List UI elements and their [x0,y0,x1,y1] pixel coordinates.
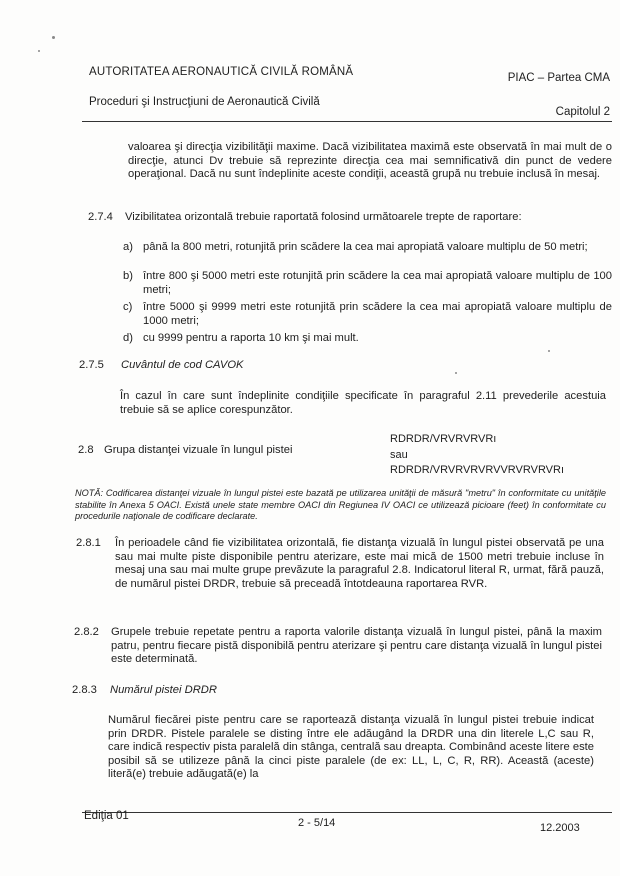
intro-paragraph: valoarea şi direcţia vizibilităţii maxime. Dacă vizibilitatea maximă este observată în mai mult de o direcţie, atunci Dv trebuie să reprezinte direcţia cea mai semnificativă din punct de vedere operaţional. Dacă nu sunt îndeplinite aceste condiţii, această grupă nu trebuie inclusă în mesaj. [128,141,612,180]
list-item-text: cu 9999 pentru a raporta 10 km şi mai mult. [143,332,359,344]
section-text-2-8-2: Grupele trebuie repetate pentru a raporta valorile distanţa vizuală în lungul pistei, până la maxim patru, pentru fiecare pistă disponibilă pentru aterizare şi pentru care distanţa vizuală în lungul pistei este determinată. [111,626,602,665]
scan-speck [52,36,55,39]
list-item-label: a) [123,241,133,253]
section-text-2-7-4: Vizibilitatea orizontală trebuie raportată folosind următoarele trepte de raportare: [125,211,522,223]
rvr-formula-1: RDRDR/VRVRVRVRı [390,433,497,445]
chapter-label: Capitolul 2 [555,106,610,118]
section-number-2-8-2: 2.8.2 [74,626,99,638]
list-item-text: între 800 şi 5000 metri este rotunjită prin scădere la cea mai apropiată valoare multiplu de 100 metri; [143,270,612,296]
document-code: PIAC – Partea CMA [507,72,610,84]
page-number: 2 - 5/14 [298,817,336,829]
rvr-formula-2: RDRDR/VRVRVRVRVVRVRVRVRı [390,464,565,476]
list-item-text: până la 800 metri, rotunjită prin scădere la cea mai apropiată valoare multiplu de 50 metri; [143,241,588,253]
section-text-2-7-5: În cazul în care sunt îndeplinite condiţiile specificate în paragraful 2.11 prevederile acestuia trebuie să se aplice corespunzător. [120,390,606,416]
section-text-2-8-3: Numărul fiecărei piste pentru care se raportează distanţa vizuală în lungul pistei trebuie indicat prin DRDR. Pistele paralele se disting între ele adăugând la DRDR una din literele L,C sau R, care indică respectiv pista paralelă din stânga, centrală sau dreapta. Combinând aceste litere este posibil să se utilizeze până la cinci piste paralele (de ex: LL, L, C, R, RR). Această (aceste) literă(e) trebuie adăugată(e) la [108,714,594,780]
scan-speck [455,372,457,374]
list-item [123,270,612,297]
note-paragraph: NOTĂ: Codificarea distanţei vizuale în lungul pistei este bazată pe utilizarea unităţii de măsură "metru" în conformitate cu unităţile stabilite în Anexa 5 OACI. Există unele state membre OACI din Regiunea IV OACI ce utilizează picioare (feet) în conformitate cu procedurile naţionale de codificare declarate. [75,488,606,521]
rvr-formula-or: sau [390,449,408,461]
section-number-2-7-4: 2.7.4 [88,211,113,223]
list-item [123,301,612,328]
section-number-2-8-3: 2.8.3 [72,684,97,696]
section-title-2-8-3: Numărul pistei DRDR [110,684,217,696]
section-number-2-8: 2.8 [78,444,94,456]
section-title-2-8: Grupa distanţei vizuale în lungul pistei [104,444,293,456]
scan-speck [548,350,550,352]
list-item-label: c) [123,301,133,313]
footer-rule [82,812,612,813]
scan-speck [38,50,40,52]
edition-label: Ediţia 01 [84,810,129,822]
section-text-2-8-1: În perioadele când fie vizibilitatea orizontală, fie distanţa vizuală în lungul pistei observată pe una sau mai multe piste disponibile pentru aterizare, este mai mică de 1500 metri trebuie incluse în mesaj una sau mai multe grupe prevăzute la paragraful 2.8. Indicatorul literal R, urmat, fără pauză, de numărul pistei DRDR, trebuie să preceadă întotdeauna raportarea RVR. [115,537,604,590]
issue-date: 12.2003 [540,822,580,834]
organization-name: AUTORITATEA AERONAUTICĂ CIVILĂ ROMÂNĂ [89,66,354,78]
section-title-2-7-5: Cuvântul de cod CAVOK [121,359,244,371]
list-item-text: între 5000 şi 9999 metri este rotunjită prin scădere la cea mai apropiată valoare multiplu de 1000 metri; [143,301,612,327]
section-number-2-8-1: 2.8.1 [76,537,101,549]
list-item [123,241,612,255]
section-number-2-7-5: 2.7.5 [79,359,104,371]
document-subtitle: Proceduri şi Instrucţiuni de Aeronautică Civilă [89,96,320,108]
header-rule [82,121,612,122]
list-item-label: d) [123,332,133,344]
list-item-label: b) [123,270,133,282]
list-item [123,332,612,346]
